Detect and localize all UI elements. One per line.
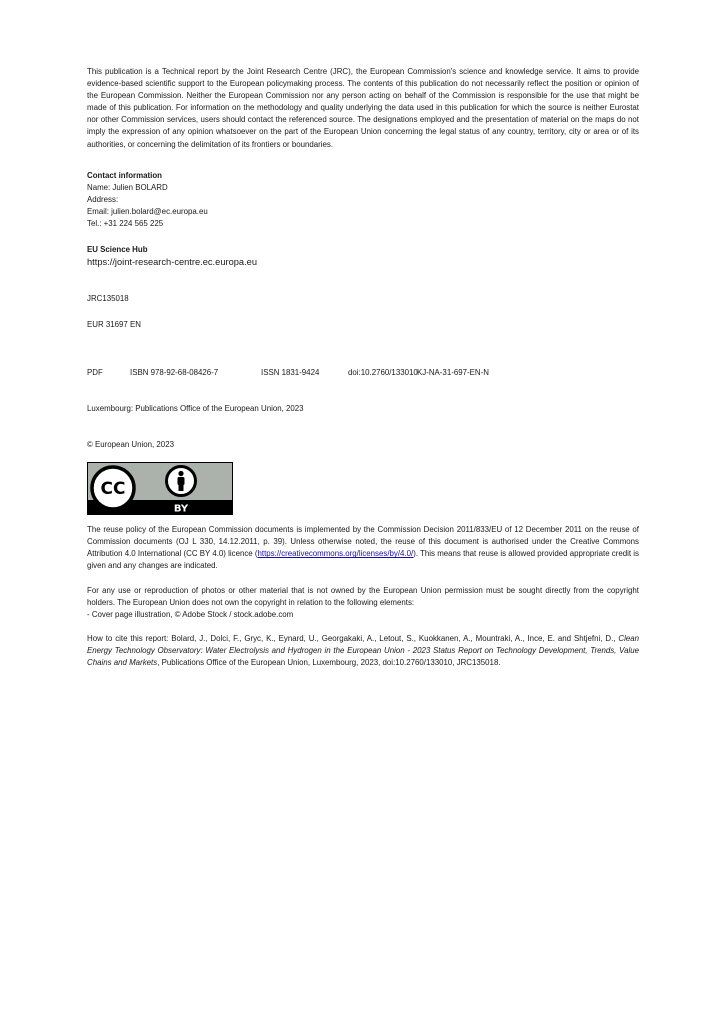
legal-notice-page xyxy=(87,66,640,668)
format-label: PDF xyxy=(87,368,103,377)
reuse-text-end: ). This means that reuse is allowed provided appropriate credit is given and any changes are indicated. xyxy=(87,549,640,571)
kj-number: KJ-NA-31-697-EN-N xyxy=(417,368,489,377)
hub-url-link[interactable]: https://joint-research-centre.ec.europa.eu xyxy=(87,257,258,268)
contact-address: Address: xyxy=(87,195,119,205)
hub-heading: EU Science Hub xyxy=(87,245,148,254)
eur-number: EUR 31697 EN xyxy=(87,320,141,329)
eu-science-hub xyxy=(87,244,257,268)
contact-name: Name: Julien BOLARD xyxy=(87,183,168,193)
copyright-line: © European Union, 2023 xyxy=(87,440,174,449)
cc-letters: CC xyxy=(100,479,126,499)
publication-identifiers xyxy=(87,367,489,379)
photos-notice xyxy=(87,585,639,621)
disclaimer-paragraph: This publication is a Technical report by the Joint Research Centre (JRC), the European Commission's science and knowledge service. It aims to provide evidence-based scientific support to the European policymaking process. The contents of this publication do not necessarily reflect the position or opinion of the European Commission. Neither the European Commission nor any person acting on behalf of the Commission is responsible for the use that might be made of this publication. For information on the methodology and quality underlying the data used in this publication for which the source is neither Eurostat nor other Commission services, users should contact the referenced source. The designations employed and the presentation of material on the maps do not imply the expression of any opinion whatsoever on the part of the European Union concerning the legal status of any country, territory, city or area or of its authorities, or concerning the delimitation of its frontiers or boundaries. xyxy=(87,67,639,149)
citation-authors: How to cite this report: Bolard, J., Dolci, F., Gryc, K., Eynard, U., Georgakaki, A., Letout, S., Kuokkanen, A., Mountraki, A., Ince, E. and Shtjefni, D., xyxy=(87,634,619,643)
reuse-text-start: The reuse policy of the European Commission documents is implemented by the Commission Decision 2011/833/EU of 12 December 2011 on the reuse of Commission documents (OJ L 330, 14.12.2011, p. 39). Unless otherwise noted, the reuse of this document is authorised under the Creative Commons Attribution 4.0 International (CC BY 4.0) licence ( xyxy=(87,525,639,559)
contact-information xyxy=(87,170,208,230)
citation-title: Clean Energy Technology Observatory: Water Electrolysis and Hydrogen in the European Union - 2023 Status Report on Technology Development, Trends, Value Chains and Markets xyxy=(87,634,639,668)
cc-license-link[interactable]: https://creativecommons.org/licenses/by/4.0/ xyxy=(257,549,414,559)
cc-by-license-icon xyxy=(87,462,233,515)
jrc-number: JRC135018 xyxy=(87,294,129,303)
isbn: ISBN 978-92-68-08426-7 xyxy=(130,368,219,377)
publisher-line: Luxembourg: Publications Office of the European Union, 2023 xyxy=(87,404,304,413)
cover-illustration-credit: - Cover page illustration, © Adobe Stock / stock.adobe.com xyxy=(87,610,294,620)
citation-paragraph xyxy=(87,633,639,669)
reuse-policy-paragraph xyxy=(87,524,639,572)
citation-publisher: , Publications Office of the European Union, Luxembourg, 2023, doi:10.2760/133010, JRC135018. xyxy=(157,658,501,668)
issn: ISSN 1831-9424 xyxy=(261,368,320,377)
contact-tel: Tel.: +31 224 565 225 xyxy=(87,219,164,229)
doi: doi:10.2760/133010 xyxy=(348,368,418,377)
contact-heading: Contact information xyxy=(87,171,162,180)
by-letters: BY xyxy=(173,503,189,515)
photos-paragraph: For any use or reproduction of photos or other material that is not owned by the European Union permission must be sought directly from the copyright holders. The European Union does not own the copyright in relation to the following elements: xyxy=(87,586,639,608)
contact-email[interactable]: Email: julien.bolard@ec.europa.eu xyxy=(87,207,208,217)
